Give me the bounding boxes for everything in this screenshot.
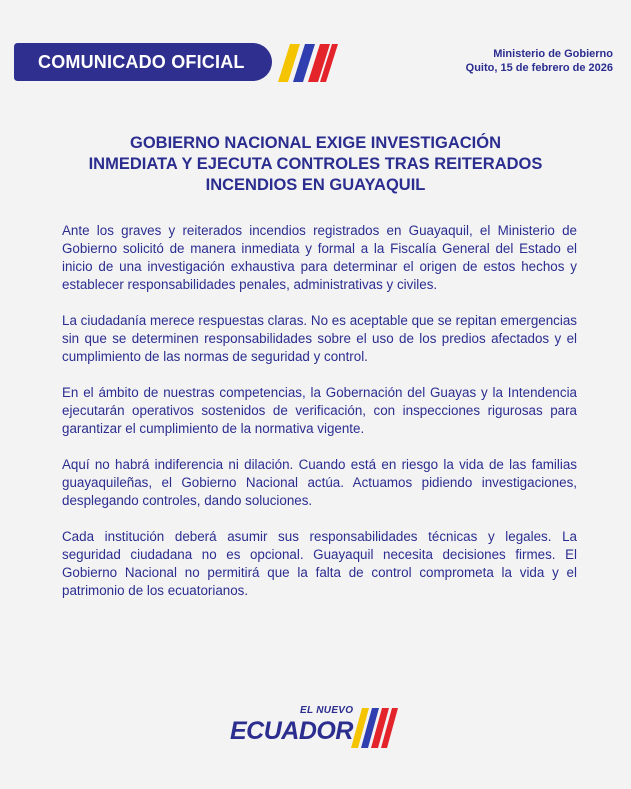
paragraph: Aquí no habrá indiferencia ni dilación. Cuando está en riesgo la vida de las familias guayaquileñas, el Gobierno Nacional actúa. Actuamos pidiendo investigaciones, desplegando controles, dando soluciones. bbox=[62, 457, 577, 508]
ministry-header bbox=[466, 47, 613, 75]
paragraph: La ciudadanía merece respuestas claras. No es aceptable que se repitan emergencias sin que se determinen responsabilidades sobre el uso de los predios afectados y el cumplimiento de las normas de seguridad y control. bbox=[62, 313, 577, 364]
logo-big-text: ECUADOR bbox=[230, 717, 353, 745]
communique-body bbox=[62, 222, 577, 618]
el-nuevo-ecuador-logo bbox=[230, 705, 400, 755]
official-communique-badge bbox=[14, 43, 272, 81]
paragraph: En el ámbito de nuestras competencias, la Gobernación del Guayas y la Intendencia ejecutarán operativos sostenidos de verificación, con inspecciones rigurosas para garantizar el cumplimiento de la normativa vigente. bbox=[62, 385, 577, 436]
page-title bbox=[40, 133, 591, 196]
location-date: Quito, 15 de febrero de 2026 bbox=[465, 62, 613, 74]
title-line: GOBIERNO NACIONAL EXIGE INVESTIGACIÓN bbox=[130, 134, 501, 152]
paragraph: Cada institución deberá asumir sus responsabilidades técnicas y legales. La seguridad ciudadana no es opcional. Guayaquil necesita decisiones firmes. El Gobierno Nacional no permitirá que la falta de control comprometa la vida y el patrimonio de los ecuatorianos. bbox=[62, 529, 577, 598]
title-line: INMEDIATA Y EJECUTA CONTROLES TRAS REITERADOS bbox=[88, 155, 543, 173]
logo-small-text: EL NUEVO bbox=[300, 705, 354, 716]
paragraph: Ante los graves y reiterados incendios registrados en Guayaquil, el Ministerio de Gobierno solicitó de manera inmediata y formal a la Fiscalía General del Estado el inicio de una investigación exhaustiva para determinar el origen de estos hechos y establecer responsabilidades penales, administrativas y civiles. bbox=[62, 223, 577, 292]
logo-stripes-icon bbox=[350, 706, 400, 750]
flag-stripes-icon bbox=[278, 42, 342, 84]
badge-label: COMUNICADO OFICIAL bbox=[38, 51, 245, 72]
ministry-name: Ministerio de Gobierno bbox=[493, 48, 613, 60]
title-line: INCENDIOS EN GUAYAQUIL bbox=[205, 176, 426, 194]
